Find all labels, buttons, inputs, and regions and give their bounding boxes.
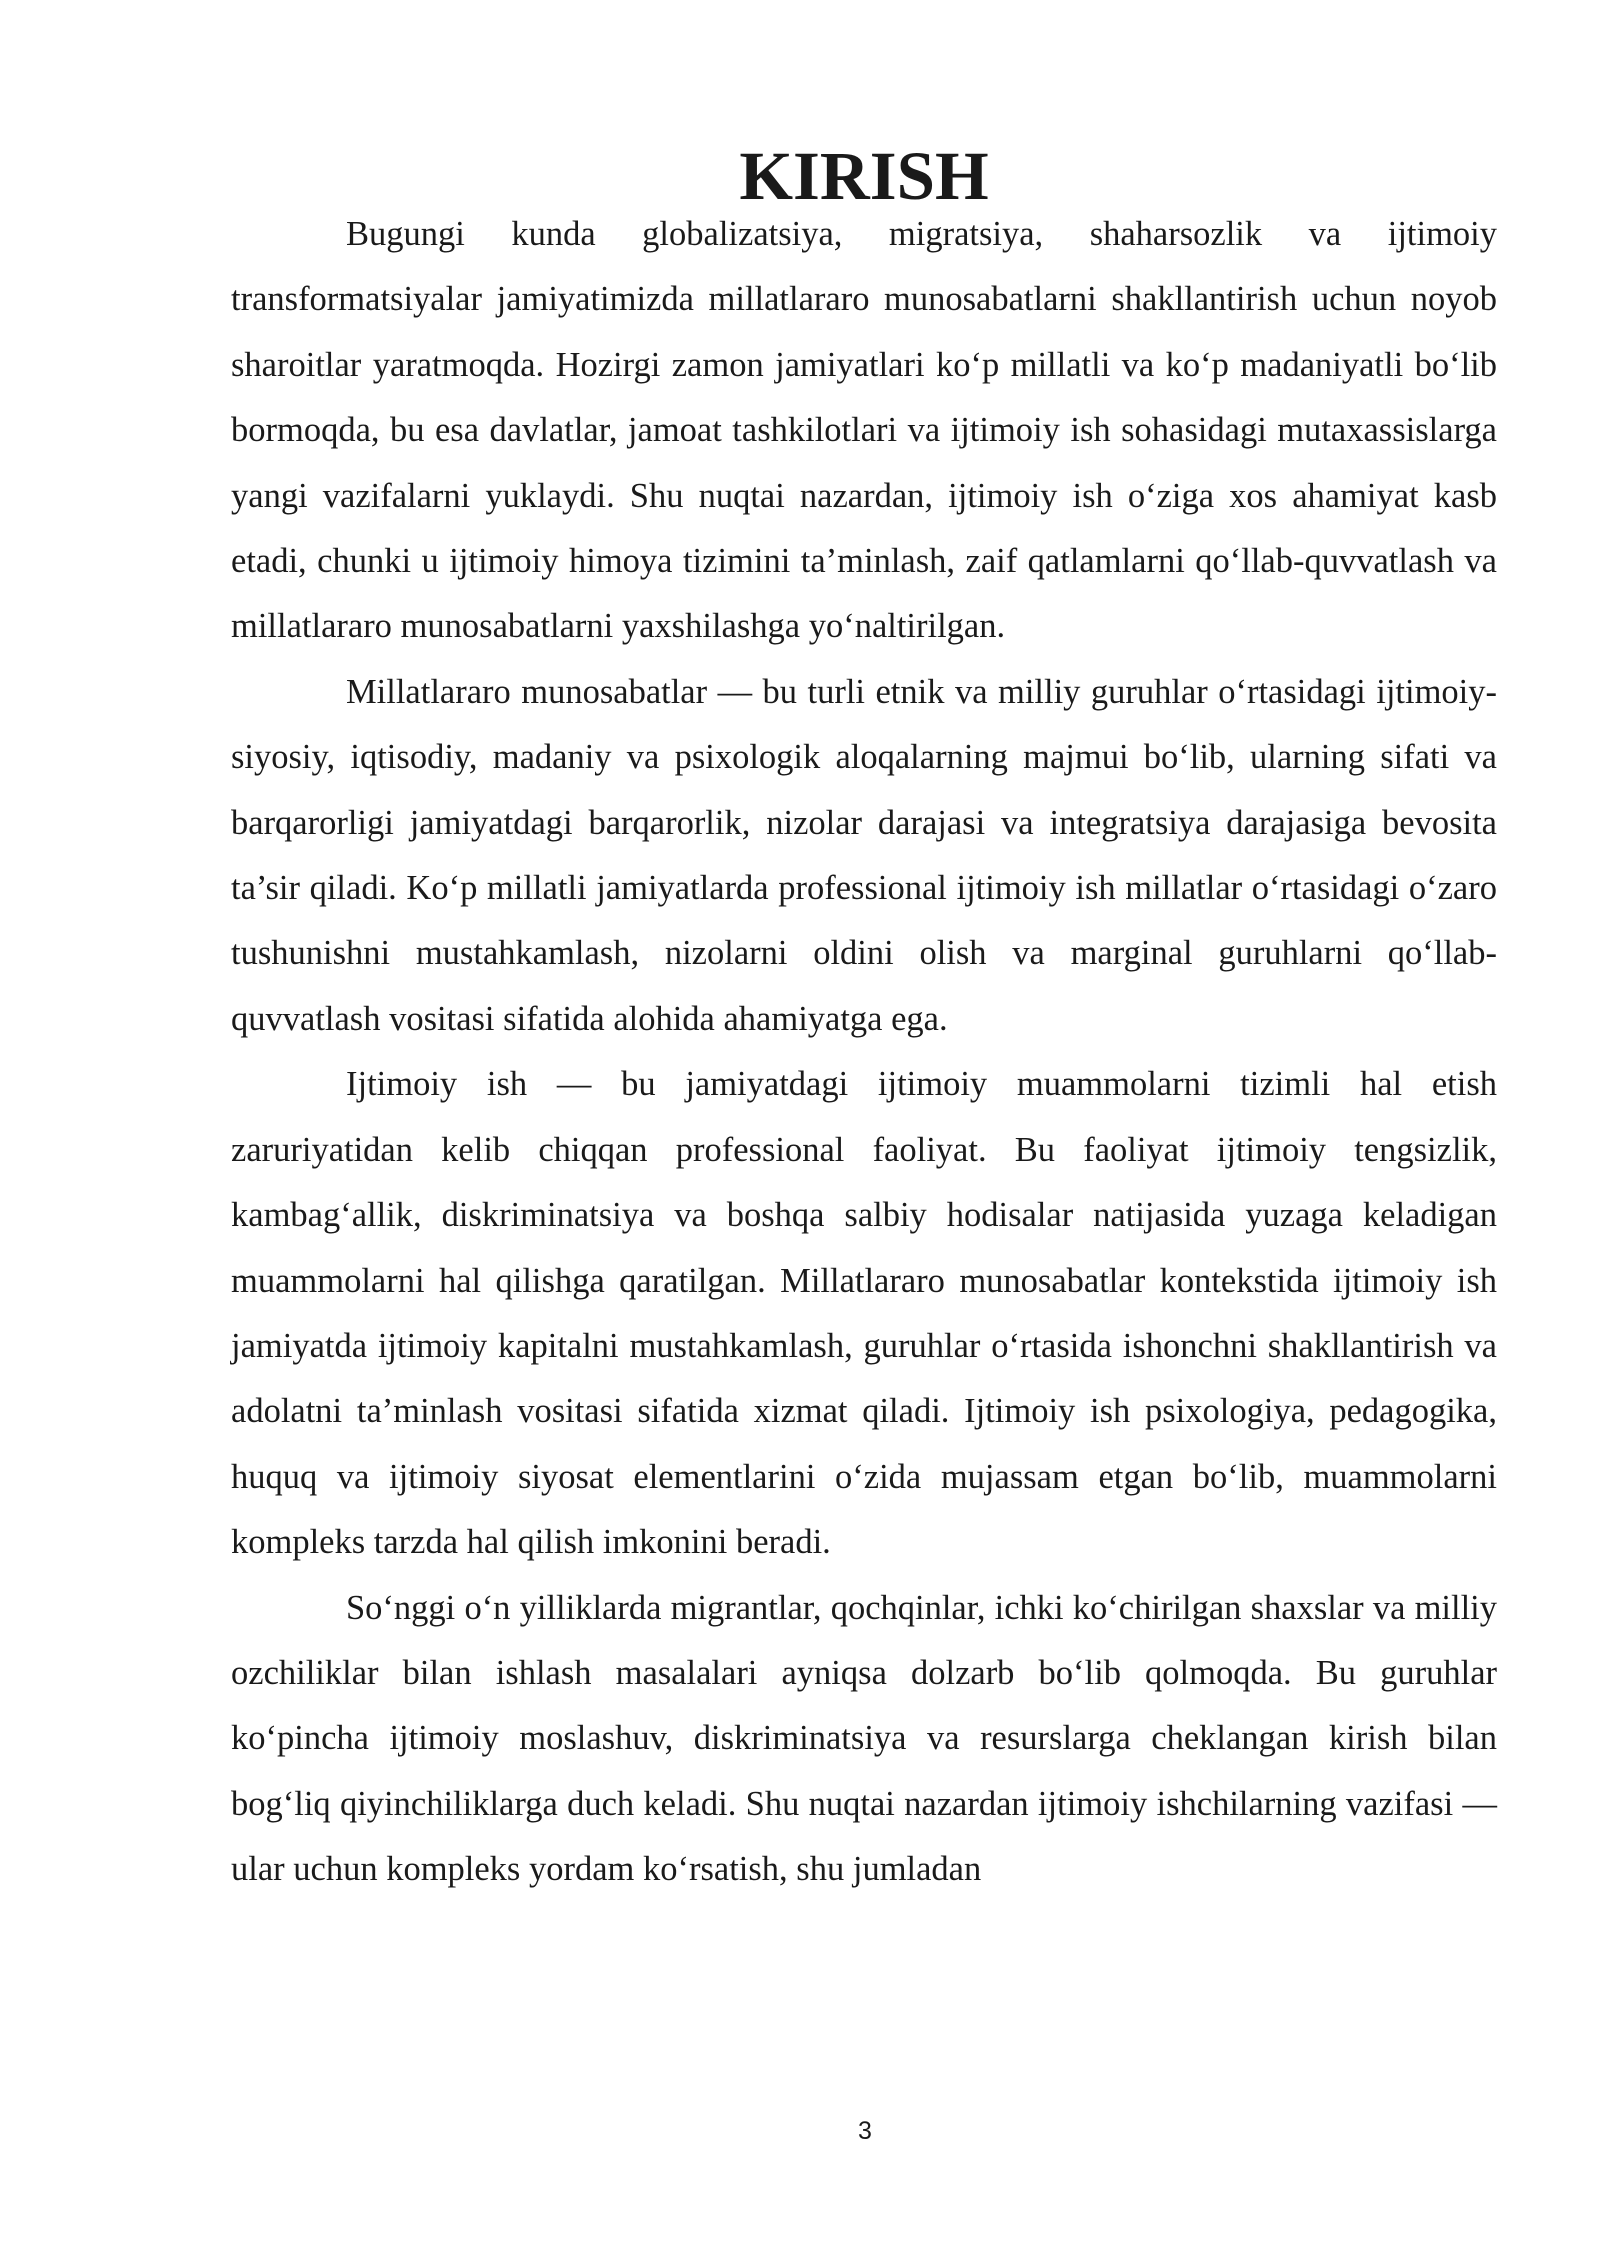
paragraph-2: Millatlararo munosabatlar — bu turli etnik va milliy guruhlar o‘rtasidagi ijtimoiy-siyosiy, iqtisodiy, madaniy va psixologik aloqalarning majmui bo‘lib, ularning sifati va barqarorligi jamiyatdagi barqarorlik, nizolar darajasi va integratsiya darajasiga bevosita ta’sir qiladi. Ko‘p millatli jamiyatlarda professional ijtimoiy ish millatlar o‘rtasidagi o‘zaro tushunishni mustahkamlash, nizolarni oldini olish va marginal guruhlarni qo‘llab-quvvatlash vositasi sifatida alohida ahamiyatga ega. [231,672,1497,1038]
paragraph-1: Bugungi kunda globalizatsiya, migratsiya, shaharsozlik va ijtimoiy transformatsiyalar jamiyatimizda millatlararo munosabatlarni shakllantirish uchun noyob sharoitlar yaratmoqda. Hozirgi zamon jamiyatlari ko‘p millatli va ko‘p madaniyatli bo‘lib bormoqda, bu esa davlatlar, jamoat tashkilotlari va ijtimoiy ish sohasidagi mutaxassislarga yangi vazifalarni yuklaydi. Shu nuqtai nazardan, ijtimoiy ish o‘ziga xos ahamiyat kasb etadi, chunki u ijtimoiy himoya tizimini ta’minlash, zaif qatlamlarni qo‘llab-quvvatlash va millatlararo munosabatlarni yaxshilashga yo‘naltirilgan. [231,215,1497,646]
page-content [231,138,1497,1903]
paragraph-4: So‘nggi o‘n yilliklarda migrantlar, qochqinlar, ichki ko‘chirilgan shaxslar va milliy ozchiliklar bilan ishlash masalalari ayniqsa dolzarb bo‘lib qolmoqda. Bu guruhlar ko‘pincha ijtimoiy moslashuv, diskriminatsiya va resurslarga cheklangan kirish bilan bog‘liq qiyinchiliklarga duch keladi. Shu nuqtai nazardan ijtimoiy ishchilarning vazifasi — ular uchun kompleks yordam ko‘rsatish, shu jumladan [231,1588,1497,1889]
section-title: KIRISH [739,138,989,214]
page-number: 3 [858,2117,872,2145]
paragraph-3: Ijtimoiy ish — bu jamiyatdagi ijtimoiy muammolarni tizimli hal etish zaruriyatidan kelib chiqqan professional faoliyat. Bu faoliyat ijtimoiy tengsizlik, kambag‘allik, diskriminatsiya va boshqa salbiy hodisalar natijasida yuzaga keladigan muammolarni hal qilishga qaratilgan. Millatlararo munosabatlar kontekstida ijtimoiy ish jamiyatda ijtimoiy kapitalni mustahkamlash, guruhlar o‘rtasida ishonchni shakllantirish va adolatni ta’minlash vositasi sifatida xizmat qiladi. Ijtimoiy ish psixologiya, pedagogika, huquq va ijtimoiy siyosat elementlarini o‘zida mujassam etgan bo‘lib, muammolarni kompleks tarzda hal qilish imkonini beradi. [231,1065,1497,1562]
